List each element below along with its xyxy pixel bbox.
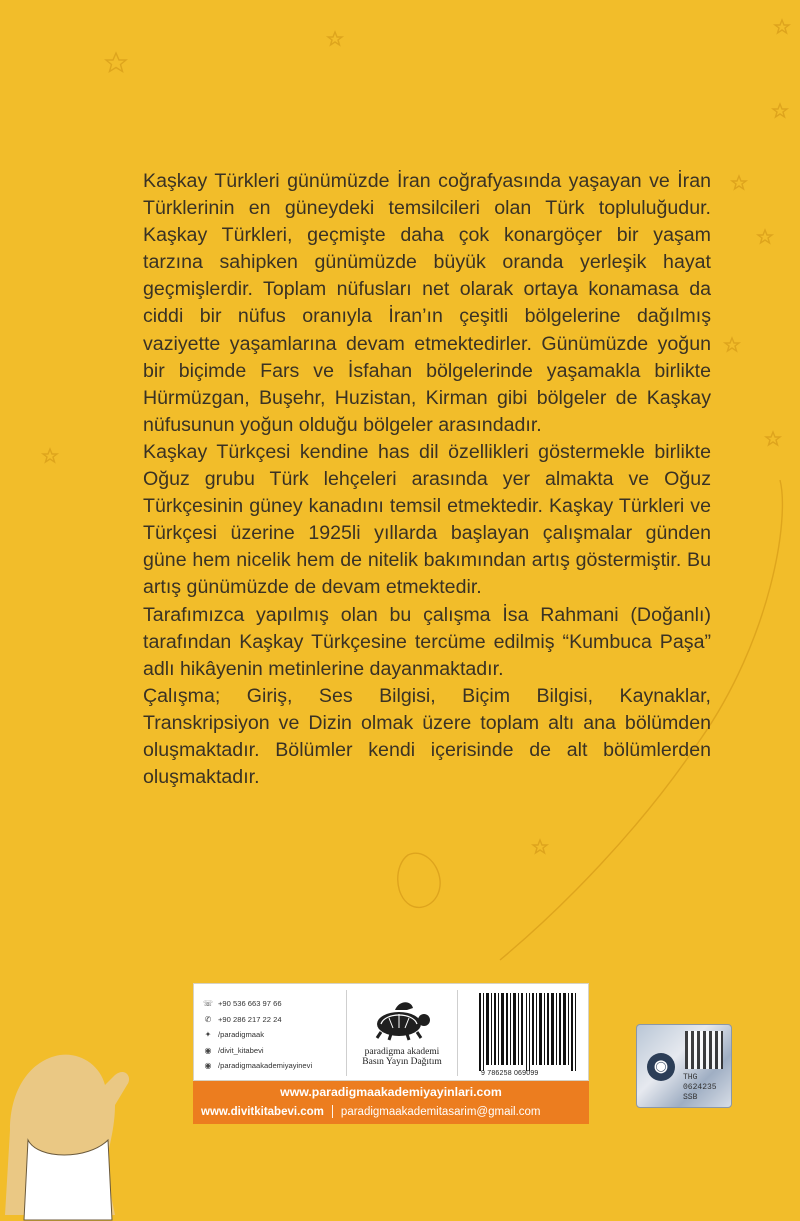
star-icon xyxy=(732,176,746,189)
isbn-number: 9 786258 069099 xyxy=(481,1070,539,1077)
blurb-paragraph-1: Kaşkay Türkleri günümüzde İran coğrafyasında yaşayan ve İran Türklerinin en güneydeki temsilcileri olan Türk topluluğudur. Kaşkay Türkleri, geçmişte daha çok konargöçer bir yaşam tarzına sahipken günümüzde büyük oranda yerleşik hayat geçmişlerdir. Toplam nüfusları net olarak ortaya konamasa da ciddi bir nüfus oranıyla İran’ın çeşitli bölgelerine dağılmış vaziyette yaşamlarına devam etmektedirler. Günümüzde yoğun bir biçimde Fars ve İsfahan bölgelerinde yaşamakla birlikte Hürmüzgan, Buşehr, Huzistan, Kirman gibi bölgeler de Kaşkay nüfusunun yoğun olduğu bölgeler arasındadır. xyxy=(143,170,711,436)
contact-item: ☏ +90 536 663 97 66 xyxy=(202,999,282,1009)
star-icon xyxy=(775,20,789,33)
twitter-icon: ✦ xyxy=(204,1030,212,1040)
blurb-paragraph-2: Kaşkay Türkçesi kendine has dil özellikleri göstermekle birlikte Oğuz grubu Türk lehçeleri arasında yer almakta ve Oğuz Türkçesinin güney kanadını temsil etmektedir. Kaşkay Türkleri ve Türkçesi üzerine 1925li yıllarda başlayan çalışmalar günden güne hem nicelik hem de nitelik bakımından artış göstermiştir. Bu artış günümüzde de devam etmektedir. xyxy=(143,440,711,599)
links-row xyxy=(201,1105,581,1118)
email-link[interactable]: paradigmaakademitasarim@gmail.com xyxy=(340,1105,541,1118)
star-icon xyxy=(533,840,547,853)
hologram-logo-icon: ◉ xyxy=(647,1053,675,1081)
instagram-icon: ◉ xyxy=(204,1045,212,1055)
sticker-code: THG 0624235 SSB xyxy=(683,1073,717,1102)
contact-item: ◉ /divit_kitabevi xyxy=(202,1043,342,1059)
instagram-icon: ◉ xyxy=(204,1061,212,1071)
star-icon xyxy=(328,32,342,45)
publisher-name: paradigma akademi xyxy=(364,1047,440,1057)
blurb-paragraph-3: Tarafımızca yapılmış olan bu çalışma İsa Rahmani (Doğanlı) tarafından Kaşkay Türkçesine tercüme edilmiş “Kumbuca Paşa” adlı hikâyenin metinlerine dayanmaktadır. xyxy=(143,603,711,680)
turtle-logo-icon xyxy=(369,996,435,1042)
qr-code-icon xyxy=(685,1031,723,1069)
publisher-info-box xyxy=(193,983,589,1081)
contact-item: ✆ +90 286 217 22 24 xyxy=(202,1012,342,1028)
divider xyxy=(332,1105,333,1118)
back-cover-blurb xyxy=(143,168,711,791)
security-hologram-sticker xyxy=(636,1024,732,1108)
contact-item: ◉ /paradigmaakademiyayinevi xyxy=(202,1058,342,1074)
star-icon xyxy=(773,104,787,117)
isbn-barcode xyxy=(477,992,581,1072)
links-bar xyxy=(193,1081,589,1124)
star-icon xyxy=(43,449,57,462)
blurb-paragraph-4: Çalışma; Giriş, Ses Bilgisi, Biçim Bilgisi, Kaynaklar, Transkripsiyon ve Dizin olmak üzere toplam altı ana bölümden oluşmaktadır. Bölümler kendi içerisinde de alt bölümlerden oluşmaktadır. xyxy=(143,684,711,789)
publisher-subtitle: Basın Yayın Dağıtım xyxy=(362,1057,442,1067)
star-icon xyxy=(766,432,780,445)
star-icon xyxy=(106,53,126,72)
publisher-website-link[interactable]: www.paradigmaakademiyayinlari.com xyxy=(280,1085,502,1099)
contact-item: ✦ /paradigmaak xyxy=(202,1027,342,1043)
contact-list xyxy=(202,996,342,1074)
whatsapp-icon: ☏ xyxy=(202,999,213,1009)
publisher-logo-block xyxy=(346,990,458,1076)
planet-doodle xyxy=(398,853,440,907)
star-icon xyxy=(758,230,772,243)
bookstore-website-link[interactable]: www.divitkitabevi.com xyxy=(201,1105,324,1118)
star-icon xyxy=(725,338,739,351)
phone-icon: ✆ xyxy=(204,1014,212,1024)
